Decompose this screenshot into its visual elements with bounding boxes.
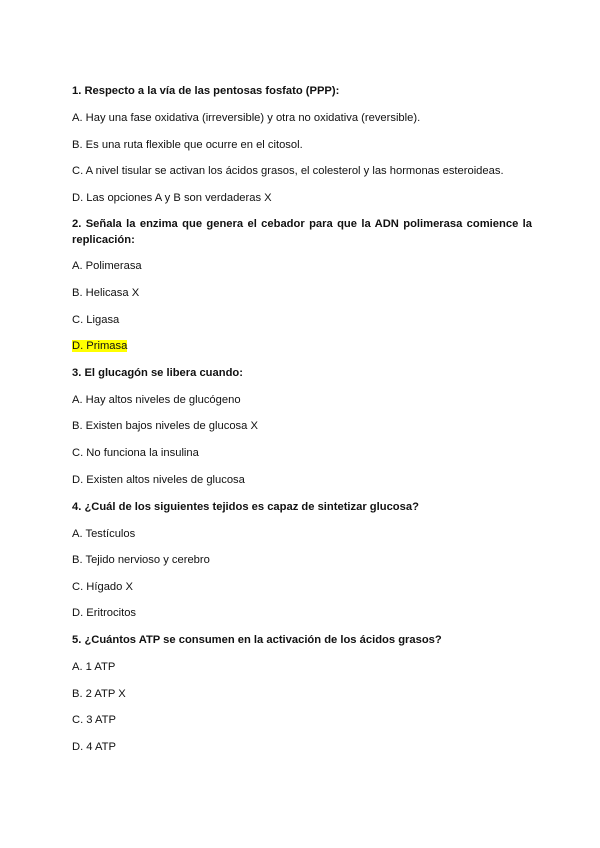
question-1-option-c: C. A nivel tisular se activan los ácidos grasos, el colesterol y las hormonas esteroideas.	[72, 165, 504, 177]
question-1-text: 1. Respecto a la vía de las pentosas fosfato (PPP):	[72, 85, 340, 97]
question-4-option-d: D. Eritrocitos	[72, 607, 137, 619]
question-2-option-a: A. Polimerasa	[72, 260, 142, 272]
question-2-text: 2. Señala la enzima que genera el cebador para que la ADN polimerasa comience la replicación:	[72, 218, 532, 246]
question-2-option-c: C. Ligasa	[72, 314, 120, 326]
question-3-option-a: A. Hay altos niveles de glucógeno	[72, 394, 241, 406]
highlighted-answer: D. Primasa	[72, 340, 128, 352]
question-5-option-a: A. 1 ATP	[72, 661, 116, 673]
question-4-text: 4. ¿Cuál de los siguientes tejidos es capaz de sintetizar glucosa?	[72, 501, 419, 513]
question-3-option-d: D. Existen altos niveles de glucosa	[72, 474, 245, 486]
question-5-text: 5. ¿Cuántos ATP se consumen en la activación de los ácidos grasos?	[72, 634, 442, 646]
question-4-option-a: A. Testículos	[72, 528, 136, 540]
question-3-text: 3. El glucagón se libera cuando:	[72, 367, 243, 379]
question-5-option-c: C. 3 ATP	[72, 714, 116, 726]
question-4-option-b: B. Tejido nervioso y cerebro	[72, 554, 210, 566]
question-1-option-d: D. Las opciones A y B son verdaderas X	[72, 192, 272, 204]
question-1-option-a: A. Hay una fase oxidativa (irreversible) y otra no oxidativa (reversible).	[72, 112, 421, 124]
question-4-option-c: C. Hígado X	[72, 581, 133, 593]
question-5-option-d: D. 4 ATP	[72, 741, 116, 753]
question-1-option-b: B. Es una ruta flexible que ocurre en el citosol.	[72, 139, 303, 151]
question-5-option-b: B. 2 ATP X	[72, 688, 126, 700]
question-2-option-d	[72, 338, 532, 354]
question-3-option-b: B. Existen bajos niveles de glucosa X	[72, 420, 258, 432]
question-2-option-b: B. Helicasa X	[72, 287, 140, 299]
question-3-option-c: C. No funciona la insulina	[72, 447, 199, 459]
